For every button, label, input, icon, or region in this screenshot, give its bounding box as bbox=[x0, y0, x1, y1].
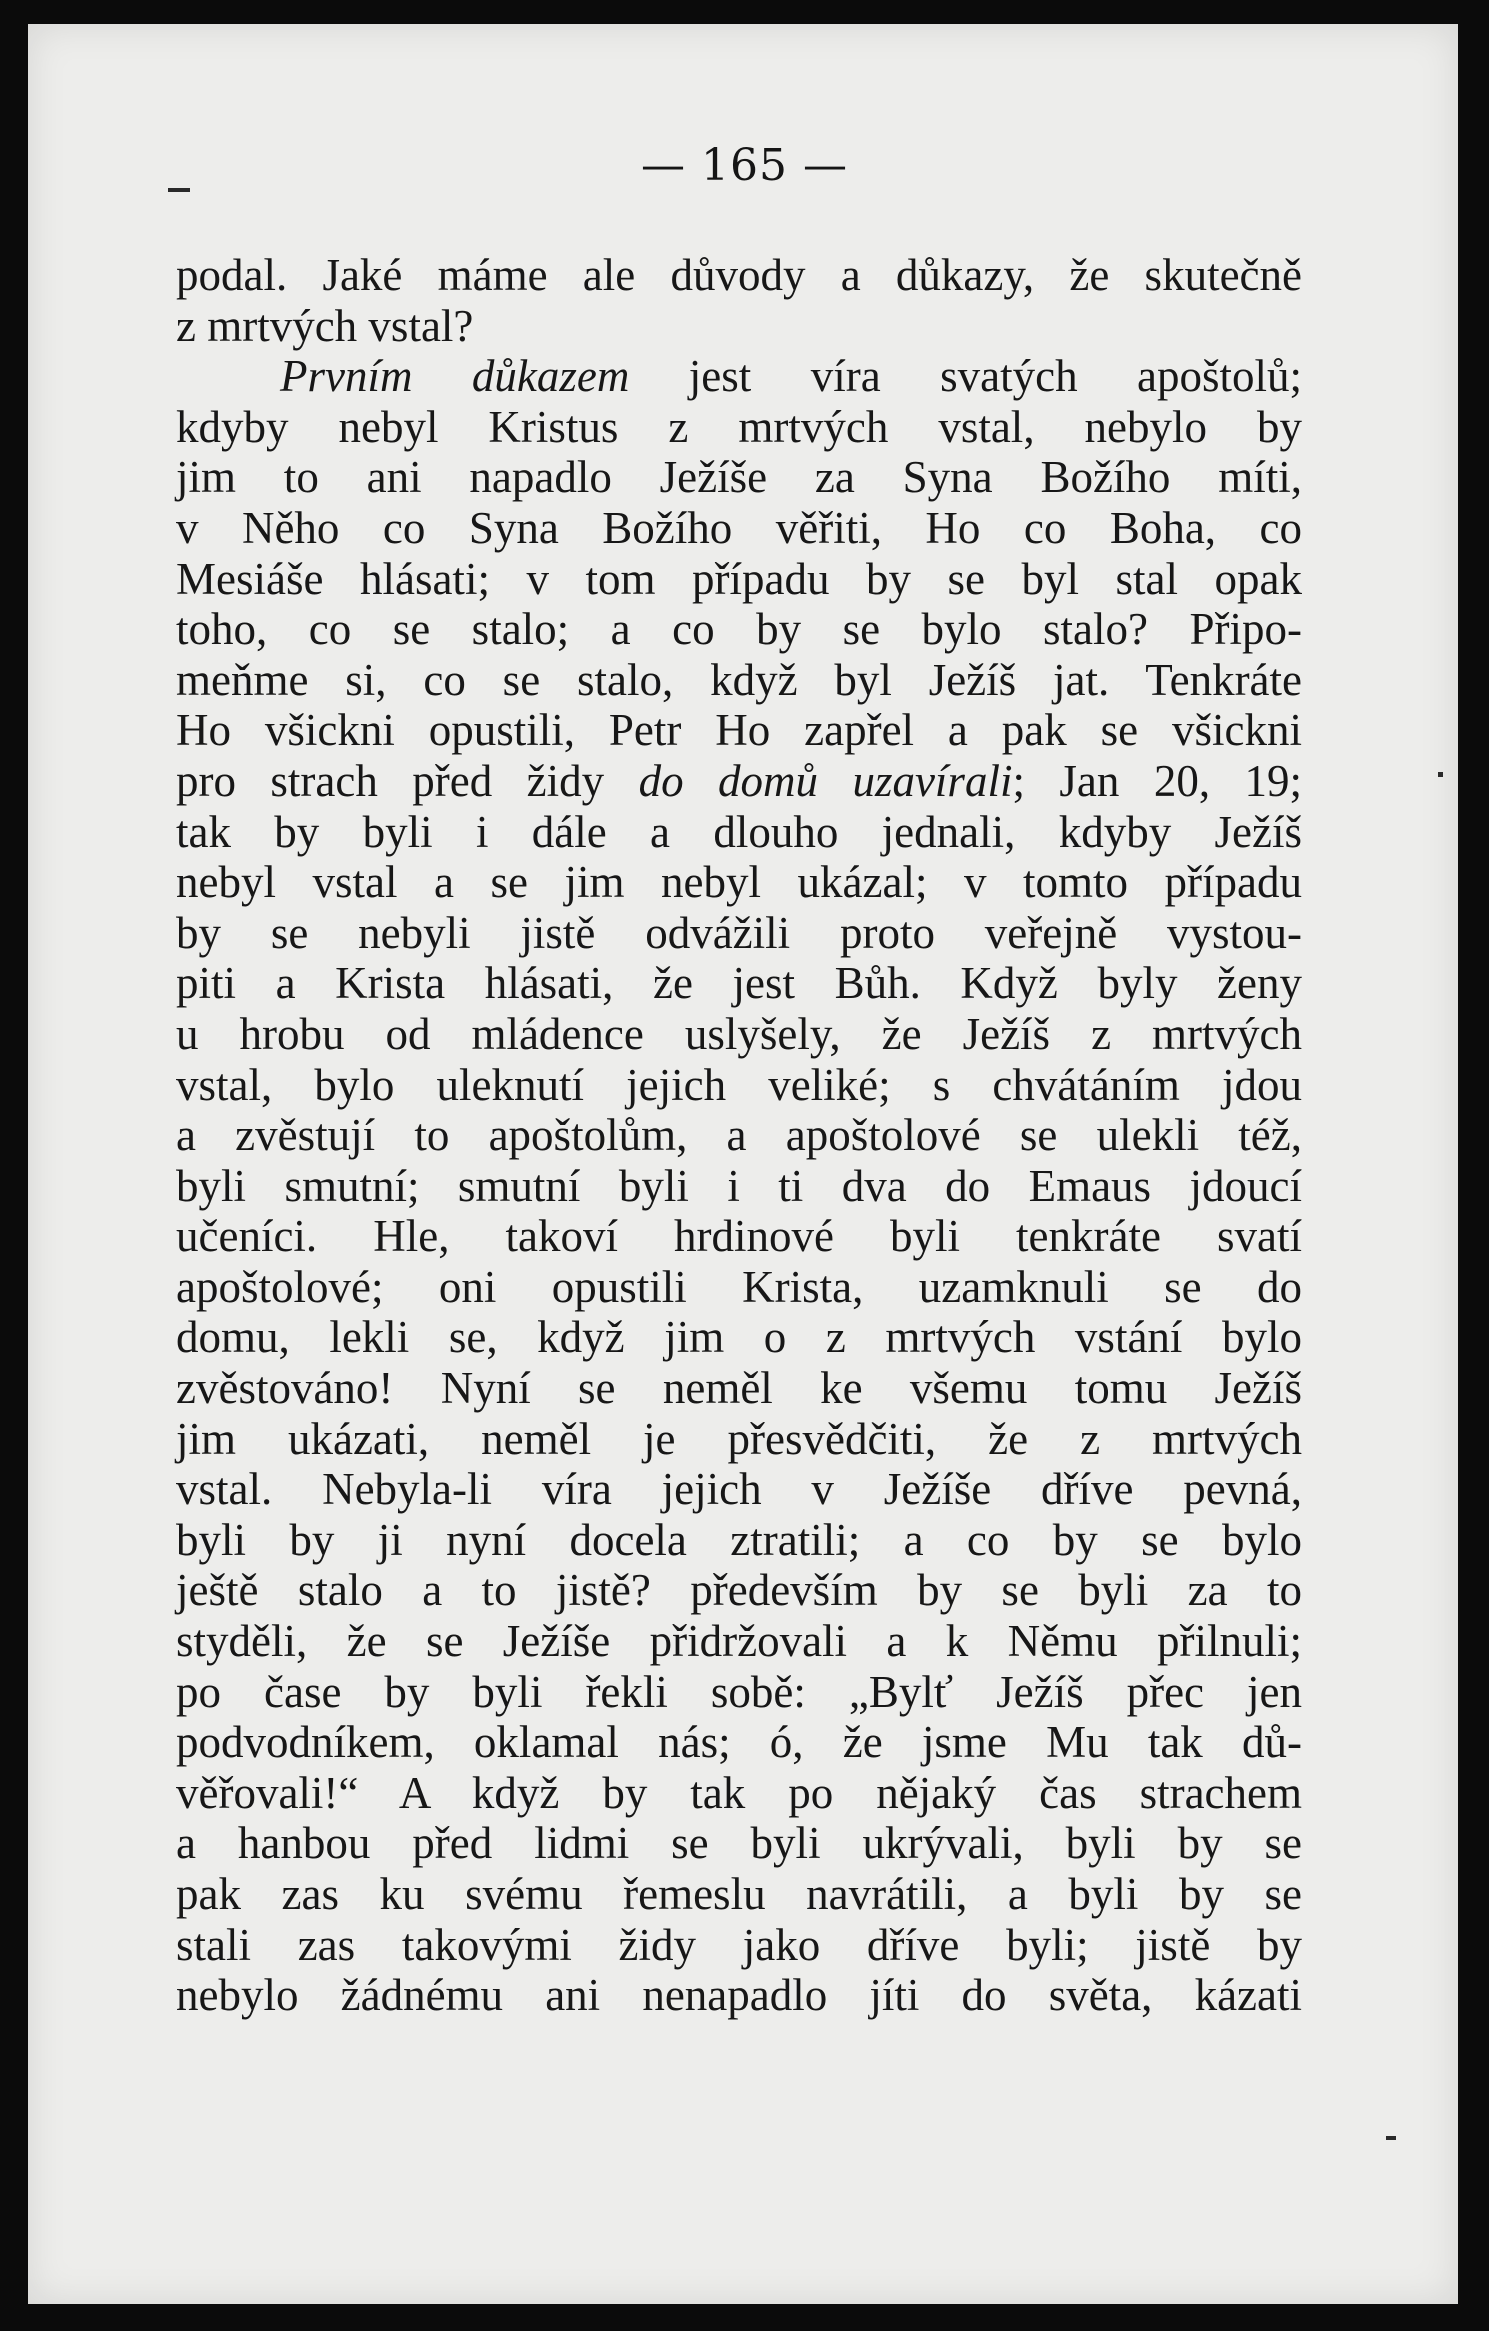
text-line bbox=[176, 756, 1302, 807]
text-line: stali zas takovými židy jako dříve byli; jistě by bbox=[176, 1919, 1302, 1970]
text-line: styděli, že se Ježíše přidržovali a k Němu přilnuli; bbox=[176, 1616, 1302, 1667]
emphasis-text: Prvním důkazem bbox=[280, 351, 630, 402]
text-line: u hrobu od mládence uslyšely, že Ježíš z mrtvých bbox=[176, 1008, 1302, 1059]
text-line: by se nebyli jistě odvážili proto veřejně vystou- bbox=[176, 907, 1302, 958]
text-line: vstal. Nebyla-li víra jejich v Ježíše dříve pevná, bbox=[176, 1464, 1302, 1515]
page-number: — 165 — bbox=[641, 140, 848, 191]
text-line: z mrtvých vstal? bbox=[176, 300, 474, 351]
text-line: učeníci. Hle, takoví hrdinové byli tenkráte svatí bbox=[176, 1211, 1302, 1262]
text-line: byli by ji nyní docela ztratili; a co by se bylo bbox=[176, 1514, 1302, 1565]
text-line: kdyby nebyl Kristus z mrtvých vstal, nebylo by bbox=[176, 401, 1302, 452]
text-fragment: ; Jan 20, 19; bbox=[1012, 755, 1302, 806]
text-fragment: pro strach před židy bbox=[176, 755, 639, 806]
text-line: a hanbou před lidmi se byli ukrývali, byli by se bbox=[176, 1818, 1302, 1869]
text-line bbox=[176, 351, 1302, 402]
text-line: Mesiáše hlásati; v tom případu by se byl stal opak bbox=[176, 553, 1302, 604]
text-fragment: jest víra svatých apoštolů; bbox=[629, 351, 1303, 402]
text-line: piti a Krista hlásati, že jest Bůh. Když byly ženy bbox=[176, 958, 1302, 1009]
text-line: vstal, bylo uleknutí jejich veliké; s chvátáním jdou bbox=[176, 1059, 1302, 1110]
text-line: a zvěstují to apoštolům, a apoštolové se ulekli též, bbox=[176, 1110, 1302, 1161]
emphasis-text: do domů uzavírali bbox=[638, 755, 1013, 806]
text-line: Ho všickni opustili, Petr Ho zapřel a pak se všickni bbox=[176, 705, 1302, 756]
text-line: meňme si, co se stalo, když byl Ježíš jat. Tenkráte bbox=[176, 654, 1302, 705]
text-line: toho, co se stalo; a co by se bylo stalo? Připo- bbox=[176, 604, 1302, 655]
text-line: byli smutní; smutní byli i ti dva do Emaus jdoucí bbox=[176, 1160, 1302, 1211]
text-line: po čase by byli řekli sobě: „Bylť Ježíš přec jen bbox=[176, 1666, 1302, 1717]
text-line: ještě stalo a to jistě? především by se byli za to bbox=[176, 1565, 1302, 1616]
text-line: apoštolové; oni opustili Krista, uzamknuli se do bbox=[176, 1261, 1302, 1312]
text-line: tak by byli i dále a dlouho jednali, kdyby Ježíš bbox=[176, 806, 1302, 857]
text-line: pak zas ku svému řemeslu navrátili, a byli by se bbox=[176, 1869, 1302, 1919]
text-line: v Něho co Syna Božího věřiti, Ho co Boha, co bbox=[176, 502, 1302, 553]
ink-speck bbox=[1386, 2136, 1396, 2140]
body-text bbox=[176, 250, 1302, 2021]
text-line: jim ukázati, neměl je přesvědčiti, že z mrtvých bbox=[176, 1413, 1302, 1464]
ink-speck bbox=[1438, 772, 1443, 777]
text-line: jim to ani napadlo Ježíše za Syna Božího míti, bbox=[176, 452, 1302, 503]
text-line: nebyl vstal a se jim nebyl ukázal; v tomto případu bbox=[176, 857, 1302, 908]
text-line: domu, lekli se, když jim o z mrtvých vstání bylo bbox=[176, 1312, 1302, 1363]
text-line: nebylo žádnému ani nenapadlo jíti do světa, kázati bbox=[176, 1970, 1302, 2021]
text-line: podvodníkem, oklamal nás; ó, že jsme Mu tak dů- bbox=[176, 1717, 1302, 1768]
text-line: podal. Jaké máme ale důvody a důkazy, že skutečně bbox=[176, 250, 1302, 300]
text-line: věřovali!“ A když by tak po nějaký čas strachem bbox=[176, 1767, 1302, 1818]
text-line: zvěstováno! Nyní se neměl ke všemu tomu Ježíš bbox=[176, 1363, 1302, 1414]
